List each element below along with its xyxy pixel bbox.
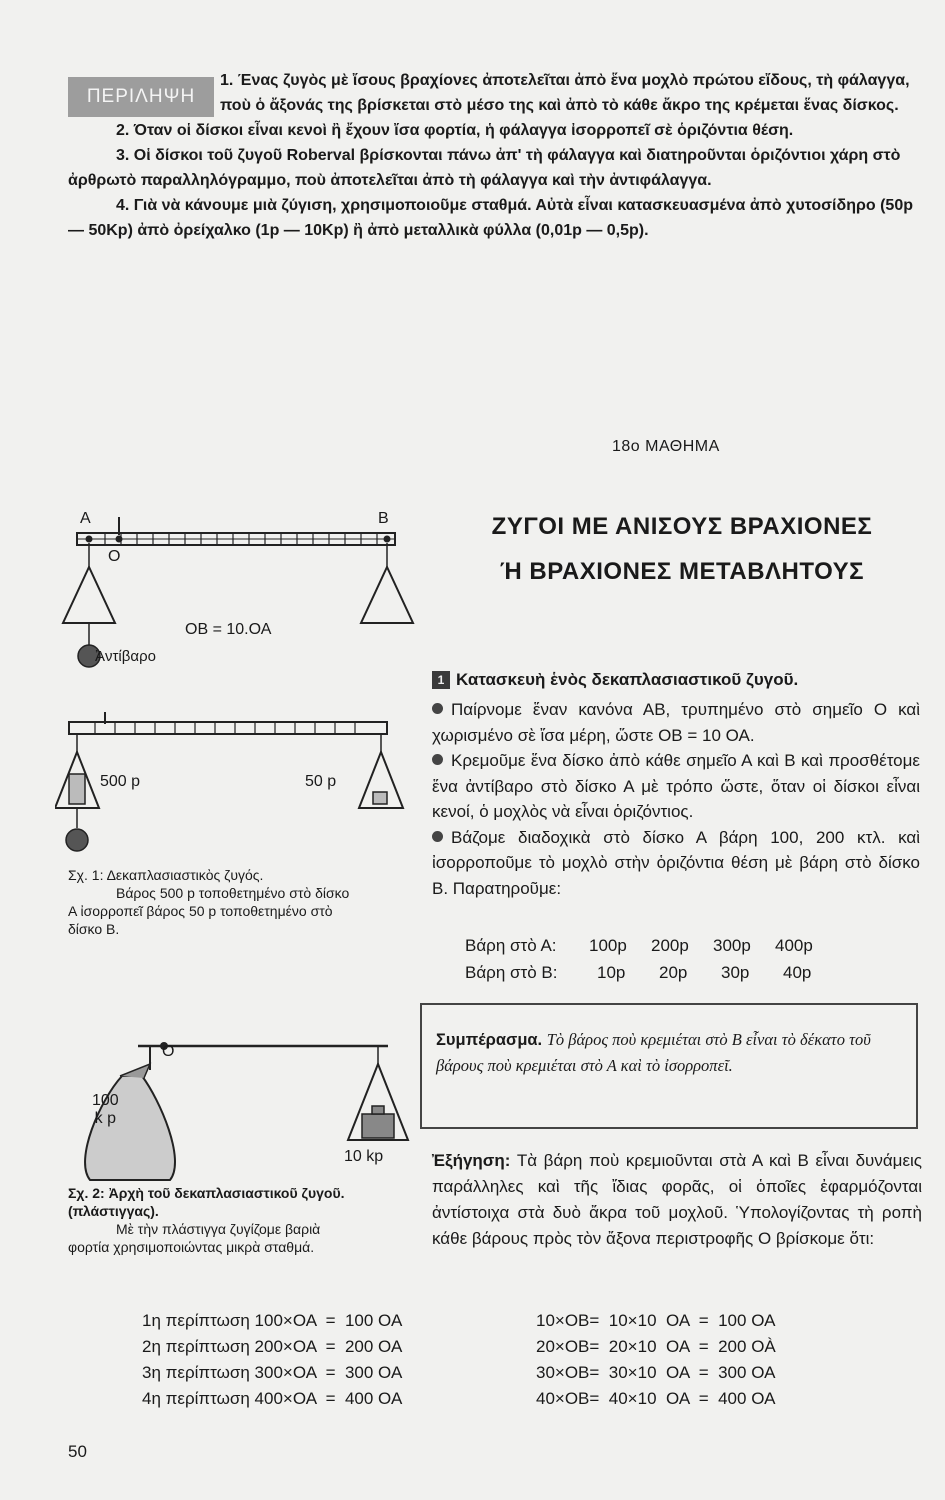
step-3: Βάζομε διαδοχικὰ στὸ δίσκο Α βάρη 100, 200 κτλ. καὶ ἰσορροποῦμε τὸ μοχλὸ στὴν ὁριζόντια θέση μὲ βάρη στὸ δίσκο Β. Παρατηροῦμε:	[432, 827, 920, 898]
summary-point-2: 2. Όταν οἱ δίσκοι εἶναι κενοὶ ἢ ἔχουν ἴσα φορτία, ἡ φάλαγγα ἰσορροπεῖ σὲ ὁριζόντια θέση.	[116, 122, 794, 139]
summary-point-4: 4. Γιὰ νὰ κάνουμε μιὰ ζύγιση, χρησιμοποιοῦμε σταθμά. Αὐτὰ εἶναι κατασκευασμένα ἀπὸ χυτοσίδηρο (50p — 50Kp) ἀπὸ ὀρείχαλκο (1p — 10Kp) ἢ ἀπὸ μεταλλικὰ φύλλα (0,01p — 0,5p).	[68, 197, 913, 239]
summary-badge: ΠΕΡΙΛΗΨΗ	[68, 77, 214, 117]
step-1: Παίρνομε ἕναν κανόνα ΑΒ, τρυπημένο στὸ σημεῖο Ο καὶ χωρισμένο σὲ ἴσα μέρη, ὥστε ΟΒ = 10 ΟΑ.	[432, 700, 920, 745]
weights-row-a: Βάρη στὸ Α: 100p 200p 300p 400p	[465, 936, 813, 955]
section-number: 1	[432, 671, 450, 689]
step-2: Κρεμοῦμε ἕνα δίσκο ἀπὸ κάθε σημεῖο Α καὶ Β καὶ προσθέτομε ἕνα ἀντίβαρο στὸ δίσκο Α μὲ τρόπο ὥστε, ὅταν οἱ δίσκοι εἶναι κενοί, ὁ μοχλὸς νὰ εἶναι ὁριζόντιος.	[432, 751, 920, 821]
weight-a-label: 500 p	[100, 773, 141, 790]
sack-label: 100 k p	[92, 1092, 119, 1127]
figure-1-caption-text: Βάρος 500 p τοποθετημένο στὸ δίσκο Α ἰσορροπεῖ βάρος 50 p τοποθετημένο στὸ δίσκο Β.	[68, 885, 350, 937]
conclusion-label: Συμπέρασμα.	[436, 1031, 543, 1049]
label-b: Β	[378, 510, 389, 527]
explanation-label: Ἐξήγηση:	[432, 1151, 511, 1170]
bullet-icon	[432, 754, 443, 765]
label-o-steelyard: Ο	[162, 1043, 175, 1060]
moment-case-4: 4η περίπτωση 400×ΟΑ = 400 ΟΑ	[142, 1389, 403, 1408]
moment-b-3: 30×ΟΒ= 30×10 ΟΑ = 300 ΟΑ	[536, 1363, 776, 1382]
moment-case-2: 2η περίπτωση 200×ΟΑ = 200 ΟΑ	[142, 1337, 403, 1356]
bullet-icon	[432, 831, 443, 842]
moment-b-4: 40×ΟΒ= 40×10 ΟΑ = 400 ΟΑ	[536, 1389, 776, 1408]
figure-2-caption-text: Μὲ τὴν πλάστιγγα ζυγίζομε βαριὰ φορτία χρησιμοποιώντας μικρὰ σταθμά.	[68, 1221, 321, 1255]
explanation-text: Ἐξήγηση: Τὰ βάρη ποὺ κρεμιοῦνται στὰ Α καὶ Β εἶναι δυνάμεις παράλληλες καὶ τῆς ἴδιας φορᾶς, οἱ ὁποῖες ἐφαρμόζονται ἀντίστοιχα στὰ δυὸ ἄκρα τοῦ μοχλοῦ. Ὑπολογίζοντας τὴ ροπὴ κάθε βάρους πρὸς τὸν ἄξονα περιστροφῆς Ο βρίσκομε ὅτι:	[432, 1151, 922, 1248]
weight-b-label: 50 p	[305, 773, 337, 790]
moments-left	[142, 1308, 402, 1412]
lesson-title-line-1: ΖΥΓΟΙ ΜΕ ΑΝΙΣΟΥΣ ΒΡΑΧΙΟΝΕΣ	[491, 513, 873, 540]
moment-case-1: 1η περίπτωση 100×ΟΑ = 100 ΟΑ	[142, 1311, 403, 1330]
figure-2-caption-title: Σχ. 2: Ἀρχὴ τοῦ δεκαπλασιαστικοῦ ζυγοῦ. (πλάστιγγας).	[68, 1185, 345, 1219]
procedure-text	[432, 697, 920, 901]
moment-case-3: 3η περίπτωση 300×ΟΑ = 300 ΟΑ	[142, 1363, 403, 1382]
lesson-number: 18ο ΜΑΘΗΜΑ	[612, 438, 720, 455]
label-a: Α	[80, 510, 91, 527]
ratio-label: ΟΒ = 10.ΟΑ	[185, 621, 272, 638]
conclusion-box	[420, 1003, 918, 1129]
figure-2-caption	[68, 1184, 356, 1256]
weights-row-b: Βάρη στὸ Β: 10p 20p 30p 40p	[465, 963, 812, 982]
conclusion-text: Τὸ βάρος ποὺ κρεμιέται στὸ Β εἶναι τὸ δέκατο τοῦ βάρους ποὺ κρεμιέται στὸ Α καὶ τὸ ἰσορροπεῖ.	[436, 1030, 871, 1075]
page-number: 50	[68, 1442, 87, 1461]
summary-point-3: 3. Οἱ δίσκοι τοῦ ζυγοῦ Roberval βρίσκονται πάνω ἀπ' τὴ φάλαγγα καὶ διατηροῦνται ὁριζόντιοι χάρη στὸ ἀρθρωτὸ παραλληλόγραμμο, ποὺ ἀποτελεῖται ἀπὸ τὴ φάλαγγα καὶ τὴν ἀντιφάλαγγα.	[68, 147, 901, 189]
moments-right	[536, 1308, 776, 1412]
section-heading: 1 Κατασκευὴ ἑνὸς δεκαπλασιαστικοῦ ζυγοῦ.	[432, 670, 798, 690]
steelyard-weight-label: 10 kp	[344, 1148, 384, 1165]
figure-1-caption	[68, 866, 358, 938]
moment-b-2: 20×ΟΒ= 20×10 ΟΑ = 200 ΟÀ	[536, 1337, 776, 1356]
counterweight-label: Ἀντίβαρο	[95, 648, 156, 665]
summary-point-1: 1. Ένας ζυγὸς μὲ ἴσους βραχίονες ἀποτελεῖται ἀπὸ ἕνα μοχλὸ πρώτου εἴδους, τὴ φάλαγγα, ποὺ ὁ ἄξονάς της βρίσκεται στὸ μέσο της καὶ ἀπὸ τὸ κάθε ἄκρο της κρέμεται ἕνας δίσκος.	[220, 72, 910, 114]
figure-1-caption-title: Σχ. 1: Δεκαπλασιαστικὸς ζυγός.	[68, 867, 264, 883]
lesson-title-line-2: Ή ΒΡΑΧΙΟΝΕΣ ΜΕΤΑΒΛΗΤΟΥΣ	[499, 558, 865, 585]
label-o: Ο	[108, 548, 121, 565]
weights-table	[465, 932, 813, 986]
bullet-icon	[432, 703, 443, 714]
moment-b-1: 10×ΟΒ= 10×10 ΟΑ = 100 ΟΑ	[536, 1311, 776, 1330]
